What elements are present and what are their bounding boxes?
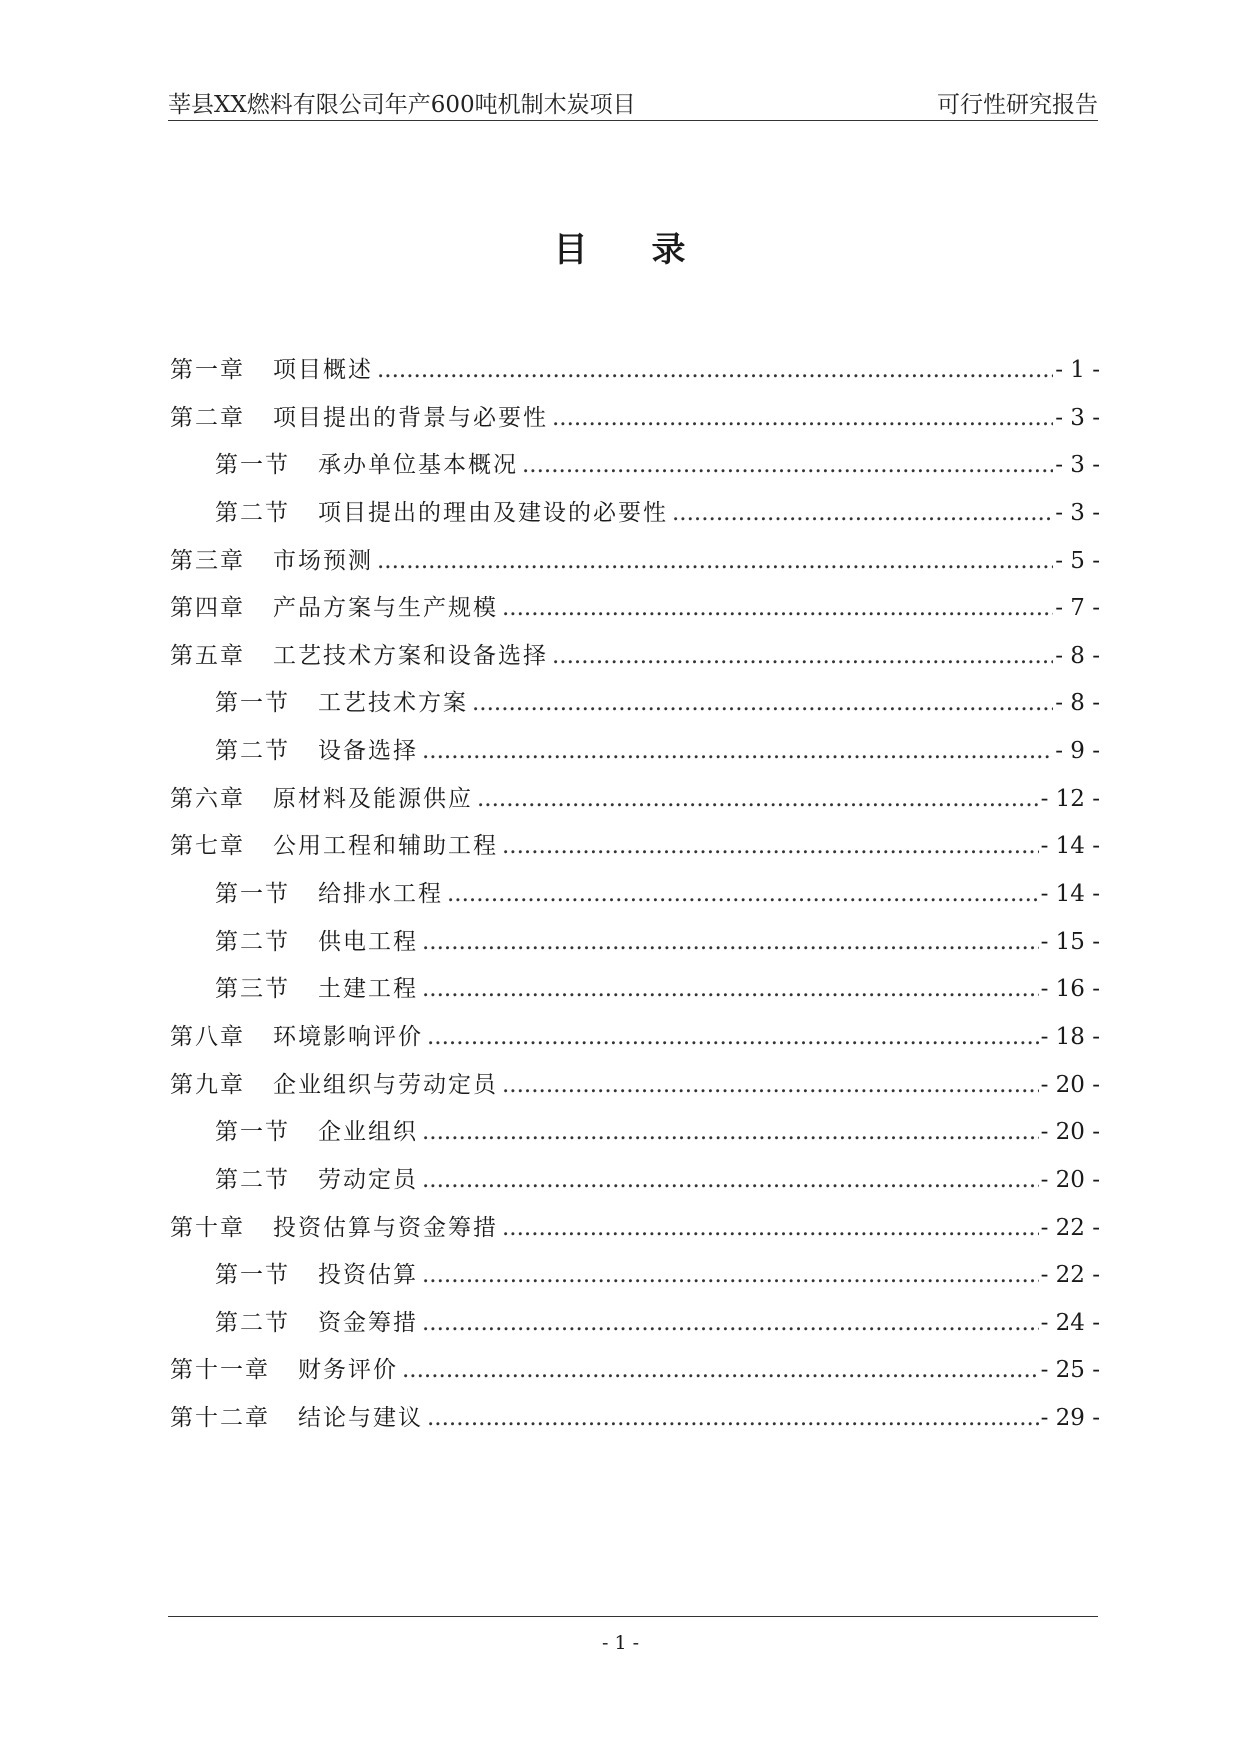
header-project-name: 莘县XX燃料有限公司年产600吨机制木炭项目 [168,92,636,118]
toc-entry-page: - 20 - [1040,1166,1100,1193]
toc-entry-title: 企业组织 [318,1119,418,1146]
toc-entry-page: - 22 - [1040,1262,1100,1289]
toc-dot-leader [377,357,1053,383]
toc-entry-title: 项目提出的理由及建设的必要性 [318,499,668,526]
toc-entry-section[interactable] [170,1256,1100,1304]
toc-entry-number: 第九章 [170,1071,245,1098]
toc-entry-section[interactable] [170,970,1100,1018]
toc-entry-page: - 14 - [1040,833,1100,860]
toc-entry-page: - 8 - [1055,642,1100,669]
toc-entry-number: 第二节 [215,738,290,765]
toc-dot-leader [422,1167,1039,1193]
toc-entry-chapter[interactable] [170,542,1100,590]
toc-entry-title: 公用工程和辅助工程 [273,833,498,860]
toc-entry-page: - 25 - [1040,1357,1100,1384]
footer-page-number: - 1 - [601,1632,639,1654]
toc-entry-number: 第二节 [215,499,290,526]
toc-entry-chapter[interactable] [170,780,1100,828]
toc-entry-chapter[interactable] [170,1066,1100,1114]
toc-dot-leader [502,1215,1039,1241]
toc-entry-page: - 20 - [1040,1119,1100,1146]
toc-entry-title: 供电工程 [318,928,418,955]
toc-dot-leader [377,548,1053,574]
toc-entry-number: 第十章 [170,1214,245,1241]
toc-entry-title: 原材料及能源供应 [273,785,473,812]
toc-dot-leader [552,405,1053,431]
footer-divider [168,1616,1098,1617]
toc-dot-leader [502,833,1039,859]
toc-entry-title: 项目概述 [273,357,373,383]
toc-entry-number: 第十一章 [170,1357,270,1384]
toc-entry-number: 第七章 [170,833,245,860]
toc-entry-chapter[interactable] [170,351,1100,399]
toc-entry-number: 第二章 [170,404,245,431]
toc-entry-number: 第三节 [215,976,290,1003]
toc-entry-section[interactable] [170,1161,1100,1209]
toc-entry-chapter[interactable] [170,399,1100,447]
toc-title-char-1: 目 [553,230,590,270]
toc-entry-title: 项目提出的背景与必要性 [273,404,548,431]
toc-entry-title: 投资估算与资金筹措 [273,1214,498,1241]
toc-entry-number: 第一章 [170,357,245,383]
toc-entry-number: 第一节 [215,1119,290,1146]
toc-dot-leader [422,976,1039,1002]
toc-entry-page: - 16 - [1040,976,1100,1003]
toc-dot-leader [522,452,1053,478]
toc-entry-page: - 9 - [1055,738,1100,765]
toc-entry-page: - 7 - [1055,595,1100,622]
toc-entry-page: - 29 - [1040,1405,1100,1432]
toc-entry-number: 第二节 [215,1309,290,1336]
toc-entry-page: - 12 - [1040,785,1100,812]
toc-entry-chapter[interactable] [170,827,1100,875]
toc-entry-number: 第四章 [170,595,245,622]
toc-entry-page: - 20 - [1040,1071,1100,1098]
toc-dot-leader [422,1119,1039,1145]
toc-dot-leader [402,1357,1039,1383]
toc-entry-section[interactable] [170,494,1100,542]
toc-dot-leader [422,929,1039,955]
toc-entry-title: 土建工程 [318,976,418,1003]
toc-entry-page: - 3 - [1055,404,1100,431]
toc-entry-title: 结论与建议 [298,1405,423,1432]
toc-title [0,222,1241,271]
toc-entry-title: 财务评价 [298,1357,398,1384]
toc-entry-title: 给排水工程 [318,881,443,908]
toc-entry-number: 第八章 [170,1023,245,1050]
toc-dot-leader [472,690,1053,716]
toc-dot-leader [477,786,1039,812]
toc-entry-chapter[interactable] [170,589,1100,637]
header-report-type: 可行性研究报告 [937,92,1098,118]
toc-entry-title: 工艺技术方案和设备选择 [273,642,548,669]
toc-entry-section[interactable] [170,1304,1100,1352]
toc-entry-section[interactable] [170,923,1100,971]
toc-entry-chapter[interactable] [170,637,1100,685]
toc-entry-number: 第一节 [215,690,290,717]
toc-entry-chapter[interactable] [170,1209,1100,1257]
toc-entry-number: 第一节 [215,1262,290,1289]
table-of-contents [170,351,1100,1447]
toc-entry-section[interactable] [170,1113,1100,1161]
toc-entry-chapter[interactable] [170,1399,1100,1447]
toc-entry-section[interactable] [170,446,1100,494]
toc-title-char-2: 录 [651,230,688,270]
toc-dot-leader [502,1072,1039,1098]
toc-entry-page: - 24 - [1040,1309,1100,1336]
toc-entry-page: - 3 - [1055,452,1100,479]
toc-entry-number: 第一节 [215,452,290,479]
toc-dot-leader [502,595,1053,621]
toc-dot-leader [672,500,1053,526]
toc-entry-page: - 8 - [1055,690,1100,717]
toc-entry-section[interactable] [170,732,1100,780]
toc-entry-title: 环境影响评价 [273,1023,423,1050]
toc-entry-page: - 14 - [1040,881,1100,908]
toc-entry-title: 工艺技术方案 [318,690,468,717]
toc-entry-page: - 1 - [1055,357,1100,383]
toc-entry-number: 第五章 [170,642,245,669]
toc-entry-number: 第二节 [215,1166,290,1193]
toc-dot-leader [552,643,1053,669]
toc-entry-number: 第三章 [170,547,245,574]
toc-entry-section[interactable] [170,684,1100,732]
toc-entry-title: 设备选择 [318,738,418,765]
toc-entry-page: - 5 - [1055,547,1100,574]
toc-entry-page: - 18 - [1040,1023,1100,1050]
toc-entry-section[interactable] [170,875,1100,923]
toc-entry-chapter[interactable] [170,1351,1100,1399]
toc-dot-leader [427,1024,1039,1050]
toc-entry-chapter[interactable] [170,1018,1100,1066]
toc-entry-page: - 3 - [1055,499,1100,526]
toc-entry-title: 劳动定员 [318,1166,418,1193]
toc-entry-page: - 15 - [1040,928,1100,955]
toc-entry-title: 企业组织与劳动定员 [273,1071,498,1098]
toc-dot-leader [447,881,1039,907]
toc-entry-page: - 22 - [1040,1214,1100,1241]
toc-entry-title: 投资估算 [318,1262,418,1289]
toc-entry-title: 承办单位基本概况 [318,452,518,479]
page-header [168,84,1098,121]
toc-entry-title: 市场预测 [273,547,373,574]
toc-entry-title: 产品方案与生产规模 [273,595,498,622]
toc-dot-leader [427,1405,1039,1431]
toc-entry-number: 第十二章 [170,1405,270,1432]
toc-entry-number: 第一节 [215,881,290,908]
toc-entry-number: 第二节 [215,928,290,955]
toc-dot-leader [422,1262,1039,1288]
toc-dot-leader [422,738,1053,764]
toc-dot-leader [422,1310,1039,1336]
toc-entry-number: 第六章 [170,785,245,812]
toc-entry-title: 资金筹措 [318,1309,418,1336]
